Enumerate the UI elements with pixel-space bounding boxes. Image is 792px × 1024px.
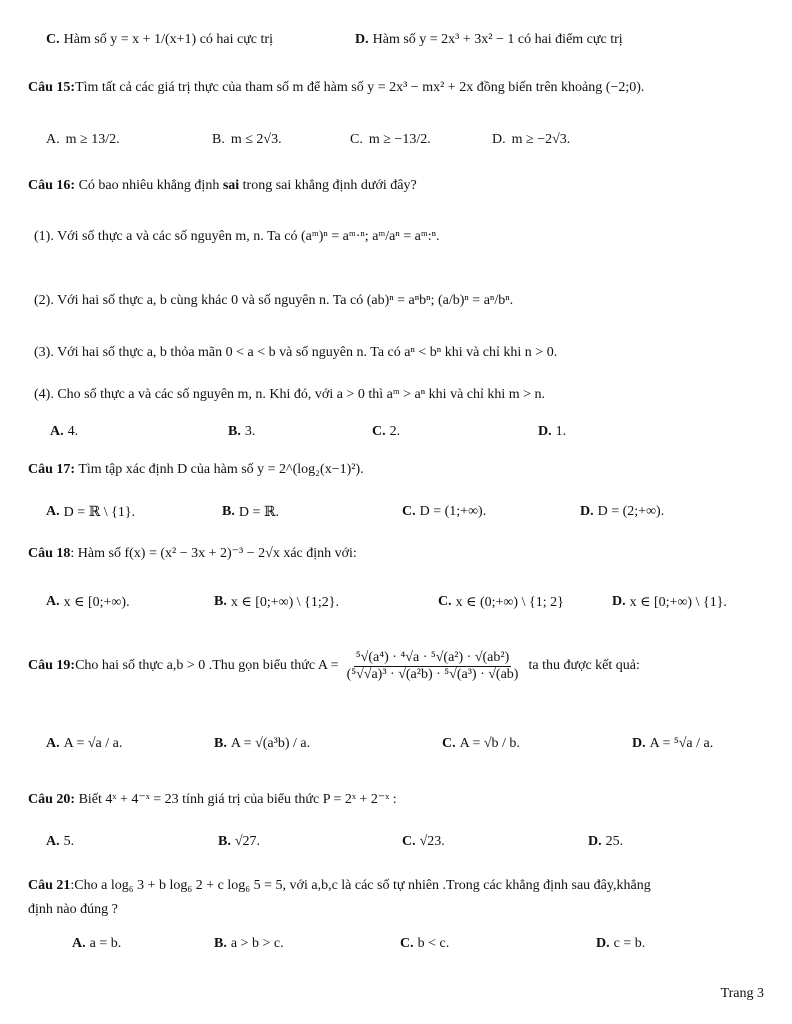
option-text: D = ℝ \ {1}. [63, 504, 136, 520]
question-15 [28, 78, 772, 98]
option-text: 4. [67, 424, 79, 439]
fraction-numerator: ⁵√(a⁴) · ⁴√a · ⁵√(a²) · √(ab²) [355, 649, 510, 665]
option-text: x ∈ [0;+∞) \ {1;2}. [230, 594, 340, 610]
option-text: Hàm số y = x + 1/(x+1) có hai cực trị [63, 32, 273, 47]
question-20 [28, 790, 772, 810]
question-19-options [0, 724, 792, 764]
question-16-options [0, 412, 792, 452]
question-text: Biết 4ˣ + 4⁻ˣ = 23 tính giá trị của biểu thức P = 2ˣ + 2⁻ˣ : [78, 792, 397, 807]
prev-question-options [0, 20, 792, 60]
option-a [50, 412, 78, 452]
option-label: A. [46, 834, 60, 849]
question-number: Câu 15: [28, 80, 76, 95]
question-21 [28, 876, 772, 920]
question-text-after: ta thu được kết quả: [528, 658, 640, 673]
page-number: Trang 3 [720, 986, 764, 1001]
option-label: A. [72, 936, 86, 951]
question-16 [28, 176, 772, 196]
option-c [372, 412, 400, 452]
option-c [400, 924, 449, 964]
option-label: B. [212, 132, 225, 147]
option-label: C. [442, 736, 456, 751]
option-text: m ≤ 2√3. [230, 132, 282, 147]
question-number: Câu 16: [28, 178, 76, 193]
question-17 [28, 460, 772, 480]
option-b [214, 924, 284, 964]
option-label: D. [580, 504, 594, 519]
option-text: x ∈ [0;+∞). [63, 594, 130, 610]
option-label: C. [402, 504, 416, 519]
option-text: 3. [244, 424, 256, 439]
option-text: A = √b / b. [459, 736, 520, 751]
option-text: m ≥ 13/2. [65, 132, 120, 147]
option-c [46, 20, 273, 60]
question-text-before: Có bao nhiêu khẳng định [78, 178, 223, 193]
statement-2: (2). Với hai số thực a, b cùng khác 0 và số nguyên n. Ta có (ab)ⁿ = aⁿbⁿ; (a/b)ⁿ = aⁿ/bⁿ. [34, 293, 514, 308]
question-text: Tìm tất cả các giá trị thực của tham số m để hàm số y = 2x³ − mx² + 2x đồng biến trên khoảng (−2;0). [75, 80, 645, 95]
option-c [442, 724, 520, 764]
option-text: A = √(a³b) / a. [230, 736, 311, 751]
option-label: A. [46, 594, 60, 609]
option-label: C. [372, 424, 386, 439]
option-label: B. [214, 736, 227, 751]
option-text: √23. [419, 834, 445, 849]
option-label: C. [438, 594, 452, 609]
option-label: D. [632, 736, 646, 751]
option-label: B. [222, 504, 235, 519]
statement-1: (1). Với số thực a và các số nguyên m, n. Ta có (aᵐ)ⁿ = aᵐ·ⁿ; aᵐ/aⁿ = aᵐ:ⁿ. [34, 229, 440, 244]
option-text: 5. [63, 834, 75, 849]
question-number: Câu 17: [28, 462, 76, 477]
option-d [588, 822, 623, 862]
option-text: c = b. [613, 936, 646, 951]
option-c [402, 822, 445, 862]
option-text: D = (1;+∞). [419, 504, 487, 519]
question-number: Câu 19: [28, 658, 76, 673]
question-15-options [0, 120, 792, 160]
option-a [72, 924, 121, 964]
question-19 [28, 636, 772, 696]
option-a [46, 822, 74, 862]
question-number: Câu 21 [28, 878, 71, 893]
option-b [214, 582, 339, 622]
option-d [596, 924, 645, 964]
fraction-denominator: (⁵√√a)³ · √(a²b) · ⁵√(a³) · √(ab) [346, 666, 519, 682]
option-text: D = (2;+∞). [597, 504, 665, 519]
option-c [438, 582, 564, 622]
option-label: B. [218, 834, 231, 849]
option-b [212, 120, 282, 160]
option-label: D. [492, 132, 506, 147]
option-b [222, 492, 279, 532]
question-text-after: trong sai khẳng định dưới đây? [239, 178, 417, 193]
option-text: A = ⁵√a / a. [649, 736, 714, 751]
option-text: x ∈ (0;+∞) \ {1; 2} [455, 594, 564, 610]
option-text: D = ℝ. [238, 504, 279, 520]
option-d [355, 20, 623, 60]
option-d [538, 412, 566, 452]
question-text-before: Cho hai số thực a,b > 0 .Thu gọn biểu thức A = [75, 658, 339, 673]
option-d [580, 492, 664, 532]
option-c [350, 120, 431, 160]
option-text: a > b > c. [230, 936, 284, 951]
question-text-line-1: :Cho a log₆ 3 + b log₆ 2 + c log₆ 5 = 5, với a,b,c là các số tự nhiên .Trong các khẳng định sau đây,khẳng [70, 878, 651, 893]
option-a [46, 120, 120, 160]
option-text: √27. [234, 834, 261, 849]
option-b [218, 822, 260, 862]
option-label: C. [402, 834, 416, 849]
option-label: B. [214, 936, 227, 951]
option-b [228, 412, 255, 452]
statement-3: (3). Với hai số thực a, b thỏa mãn 0 < a < b và số nguyên n. Ta có aⁿ < bⁿ khi và chỉ khi n > 0. [34, 345, 558, 360]
question-18 [28, 544, 772, 564]
question-text-line-2: định nào đúng ? [28, 902, 118, 917]
option-text: 25. [605, 834, 624, 849]
option-label: B. [214, 594, 227, 609]
option-label: A. [50, 424, 64, 439]
option-label: A. [46, 132, 60, 147]
option-text: a = b. [89, 936, 122, 951]
option-label: A. [46, 736, 60, 751]
question-number: Câu 18 [28, 546, 71, 561]
option-text: m ≥ −2√3. [511, 132, 571, 147]
option-d [632, 724, 713, 764]
option-label: C. [350, 132, 363, 147]
option-text: Hàm số y = 2x³ + 3x² − 1 có hai điểm cực trị [372, 32, 623, 47]
question-number: Câu 20: [28, 792, 76, 807]
option-label: A. [46, 504, 60, 519]
option-label: D. [538, 424, 552, 439]
question-text: Tìm tập xác định D của hàm số y = 2^(log₂(x−1)²). [78, 462, 364, 477]
option-a [46, 582, 130, 622]
option-label: D. [588, 834, 602, 849]
option-a [46, 724, 122, 764]
option-text: x ∈ [0;+∞) \ {1}. [629, 594, 727, 610]
option-d [492, 120, 570, 160]
question-20-options [0, 822, 792, 862]
option-label: D. [355, 32, 369, 47]
option-b [214, 724, 310, 764]
question-17-options [0, 492, 792, 532]
option-label: D. [596, 936, 610, 951]
question-21-options [0, 924, 792, 964]
option-label: D. [612, 594, 626, 609]
question-text: : Hàm số f(x) = (x² − 3x + 2)⁻³ − 2√x xác định với: [70, 546, 357, 561]
option-text: 2. [389, 424, 401, 439]
option-text: 1. [555, 424, 567, 439]
statement-4: (4). Cho số thực a và các số nguyên m, n. Khi đó, với a > 0 thì aᵐ > aⁿ khi và chỉ khi m > n. [34, 387, 546, 402]
option-label: B. [228, 424, 241, 439]
option-label: C. [46, 32, 60, 47]
option-text: m ≥ −13/2. [368, 132, 431, 147]
option-text: A = √a / a. [63, 736, 123, 751]
expression-fraction [345, 650, 521, 683]
option-c [402, 492, 486, 532]
option-d [612, 582, 727, 622]
option-text: b < c. [417, 936, 450, 951]
question-text-emphasis: sai [222, 178, 240, 193]
option-a [46, 492, 135, 532]
option-label: C. [400, 936, 414, 951]
question-18-options [0, 582, 792, 622]
